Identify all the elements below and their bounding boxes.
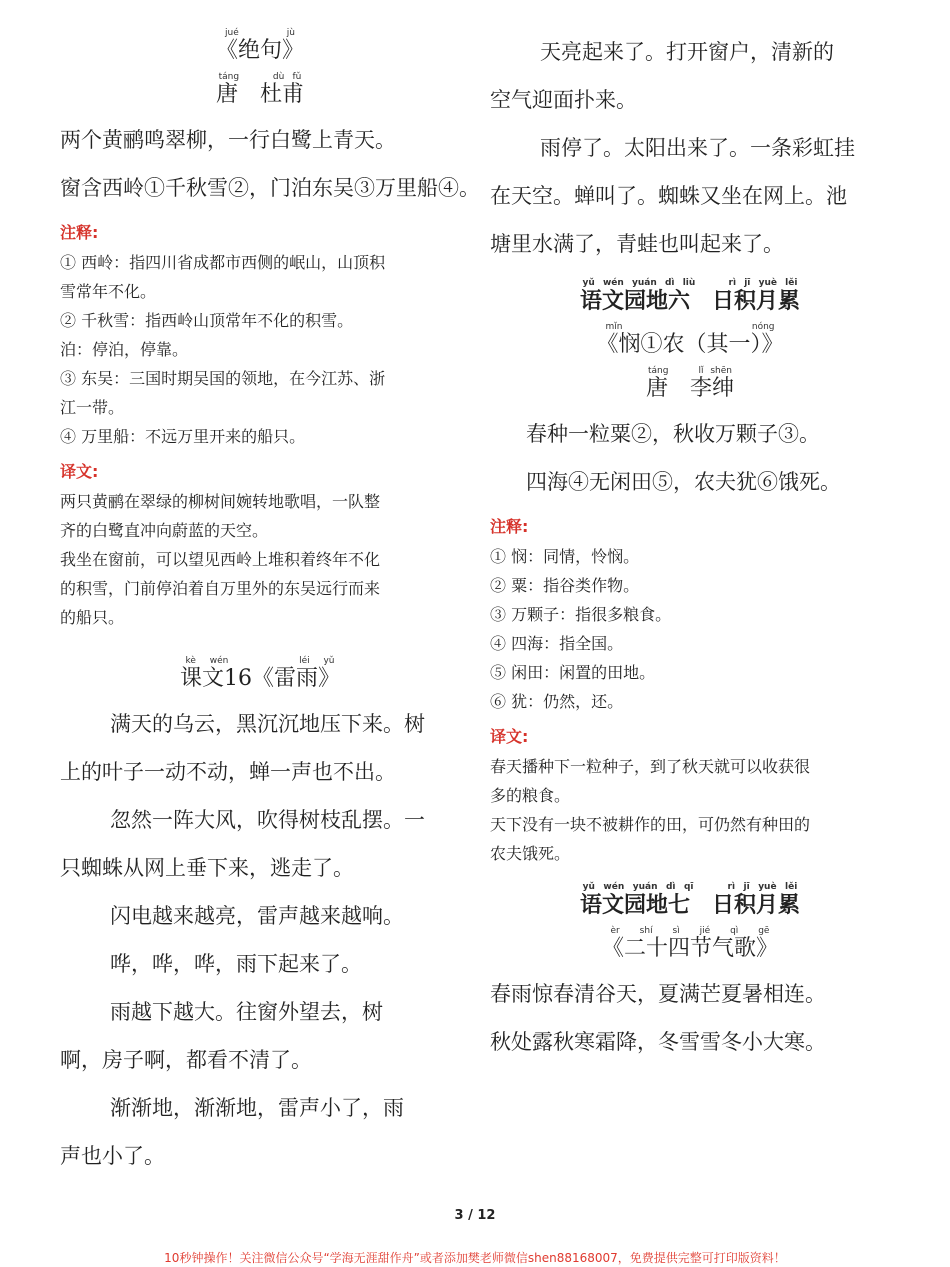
- poem-title: 《二十四节气歌》èr shí sì jié qì gē: [601, 926, 778, 961]
- lesson-line: 渐渐地，渐渐地，雷声小了，雨: [110, 1096, 404, 1120]
- spacer: [60, 632, 460, 656]
- lesson-line: 满天的乌云，黑沉沉地压下来。树: [110, 712, 425, 736]
- translation-line: 农夫饿死。: [490, 844, 571, 863]
- poem-title-text: 《悯①农（其一）》: [596, 332, 784, 357]
- lesson-line: 闪电越来越亮，雷声越来越响。: [110, 904, 404, 928]
- page-indicator: 3 / 12: [454, 1208, 496, 1223]
- lesson-line: 哗，哗，哗，雨下起来了。: [110, 952, 362, 976]
- lesson-line: 雨停了。太阳出来了。一条彩虹挂: [540, 136, 855, 160]
- section-heading: 语文园地七 日积月累yǔ wén yuán dì qī rì jī yuè lěi: [579, 882, 800, 918]
- translation-line: 天下没有一块不被耕作的田，可仍然有种田的: [490, 815, 811, 834]
- translation-line: 的船只。: [60, 608, 125, 627]
- poem-line: 春种一粒粟②，秋收万颗子③。: [526, 422, 820, 446]
- lesson-title: 课文16《雷雨》kè wén léi yǔ: [180, 656, 340, 691]
- section-heading-text: 语文园地七 日积月累: [579, 892, 800, 918]
- translation-label: 译文:: [490, 727, 529, 746]
- note-line: ⑥ 犹：仍然，还。: [490, 692, 624, 711]
- lesson-line: 声也小了。: [60, 1144, 165, 1168]
- poem-title: 《绝句》jué jù: [215, 28, 304, 63]
- spacer: [490, 268, 890, 278]
- poem-author-text: 唐 杜甫: [215, 82, 304, 107]
- lesson-line: 只蜘蛛从网上垂下来，逃走了。: [60, 856, 354, 880]
- lesson-line: 天亮起来了。打开窗户，清新的: [540, 40, 834, 64]
- note-line: ⑤ 闲田：闲置的田地。: [490, 663, 656, 682]
- footer-notice: 10秒钟操作！关注微信公众号“学海无涯甜作舟”或者添加樊老师微信shen88168007，免费提供完整可打印版资料！: [164, 1251, 786, 1265]
- note-line: ④ 四海：指全国。: [490, 634, 624, 653]
- notes-label: 注释:: [490, 517, 529, 536]
- note-line: ① 西岭：指四川省成都市西侧的岷山，山顶积: [60, 253, 386, 272]
- poem-author: 唐 杜甫táng dù fǔ: [215, 72, 304, 107]
- spacer: [490, 868, 890, 882]
- note-line: ④ 万里船：不远万里开来的船只。: [60, 427, 306, 446]
- poem-author: 唐 李绅táng lǐ shēn: [645, 366, 734, 401]
- note-line: 雪常年不化。: [60, 282, 157, 301]
- note-line: ② 千秋雪：指西岭山顶常年不化的积雪。: [60, 311, 354, 330]
- poem-line: 春雨惊春清谷天，夏满芒夏暑相连。: [490, 982, 826, 1006]
- lesson-title-text: 课文16《雷雨》: [180, 666, 340, 691]
- section-heading-text: 语文园地六 日积月累: [579, 288, 800, 314]
- lesson-line: 在天空。蝉叫了。蜘蛛又坐在网上。池: [490, 184, 847, 208]
- note-line: ① 悯：同情，怜悯。: [490, 547, 640, 566]
- note-line: ② 粟：指谷类作物。: [490, 576, 640, 595]
- lesson-line: 啊，房子啊，都看不清了。: [60, 1048, 312, 1072]
- poem-line: 窗含西岭①千秋雪②，门泊东吴③万里船④。: [60, 176, 480, 200]
- lesson-line: 塘里水满了，青蛙也叫起来了。: [490, 232, 784, 256]
- translation-line: 的积雪，门前停泊着自万里外的东吴远行而来: [60, 579, 381, 598]
- translation-line: 两只黄鹂在翠绿的柳树间婉转地歌唱，一队整: [60, 492, 381, 511]
- poem-line: 秋处露秋寒霜降，冬雪雪冬小大寒。: [490, 1030, 826, 1054]
- note-line: ③ 万颗子：指很多粮食。: [490, 605, 672, 624]
- poem-line: 两个黄鹂鸣翠柳，一行白鹭上青天。: [60, 128, 396, 152]
- translation-label: 译文:: [60, 462, 99, 481]
- lesson-line: 雨越下越大。往窗外望去，树: [110, 1000, 383, 1024]
- poem-title: 《悯①农（其一）》mǐn nóng: [596, 322, 784, 357]
- right-column: [490, 28, 890, 1066]
- note-line: 江一带。: [60, 398, 125, 417]
- poem-author-text: 唐 李绅: [645, 376, 734, 401]
- translation-line: 我坐在窗前，可以望见西岭上堆积着终年不化: [60, 550, 381, 569]
- translation-line: 齐的白鹭直冲向蔚蓝的天空。: [60, 521, 269, 540]
- notes-label: 注释:: [60, 223, 99, 242]
- lesson-line: 上的叶子一动不动，蝉一声也不出。: [60, 760, 396, 784]
- poem-title-text: 《绝句》: [215, 38, 304, 63]
- lesson-line: 忽然一阵大风，吹得树枝乱摆。一: [110, 808, 425, 832]
- translation-line: 多的粮食。: [490, 786, 571, 805]
- note-line: ③ 东吴：三国时期吴国的领地，在今江苏、浙: [60, 369, 386, 388]
- note-line: 泊：停泊，停靠。: [60, 340, 189, 359]
- poem-line: 四海④无闲田⑤，农夫犹⑥饿死。: [526, 470, 841, 494]
- section-heading: 语文园地六 日积月累yǔ wén yuán dì liù rì jī yuè lěi: [579, 278, 800, 314]
- lesson-line: 空气迎面扑来。: [490, 88, 637, 112]
- translation-line: 春天播种下一粒种子，到了秋天就可以收获很: [490, 757, 811, 776]
- poem-title-text: 《二十四节气歌》: [601, 936, 778, 961]
- left-column: [60, 28, 480, 1180]
